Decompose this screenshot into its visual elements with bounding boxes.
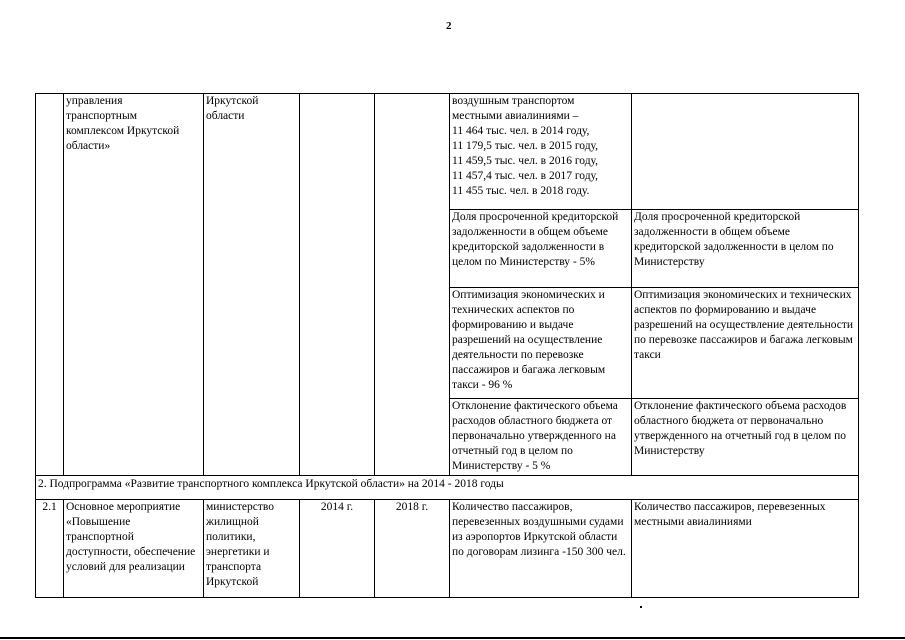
- cell-num: [36, 94, 64, 476]
- table-row: [36, 94, 859, 210]
- cell-executor: министерство жилищной политики, энергетики и транспорта Иркутской: [204, 500, 300, 598]
- cell-start-year: 2014 г.: [300, 500, 375, 598]
- cell-event-name: Основное мероприятие «Повышение транспортной доступности, обеспечение условий для реализации: [64, 500, 204, 598]
- cell-result: Отклонение фактического объема расходов областного бюджета от первоначально утвержденного на отчетный год в целом по Министерству - 5 %: [450, 399, 632, 476]
- subprogram-title: 2. Подпрограмма «Развитие транспортного комплекса Иркутской области» на 2014 - 2018 годы: [36, 476, 859, 500]
- cell-indicator: Доля просроченной кредиторской задолженности в общем объеме кредиторской задолженности в целом по Министерству: [632, 210, 859, 288]
- cell-executor: Иркутской области: [204, 94, 300, 476]
- table-row: [36, 500, 859, 598]
- page-edge-line: [0, 637, 905, 639]
- cell-result: Количество пассажиров, перевезенных воздушными судами из аэропортов Иркутской области по договорам лизинга -150 300 чел.: [450, 500, 632, 598]
- cell-end-year: 2018 г.: [375, 500, 450, 598]
- scan-speck: [640, 606, 642, 608]
- cell-indicator: Отклонение фактического объема расходов областного бюджета от первоначально утвержденного на отчетный год в целом по Министерству: [632, 399, 859, 476]
- cell-num: 2.1: [36, 500, 64, 598]
- cell-result: Оптимизация экономических и технических аспектов по формированию и выдаче разрешений на осуществление деятельности по перевозке пассажиров и багажа легковым такси - 96 %: [450, 288, 632, 399]
- program-table: [35, 93, 859, 598]
- subprogram-row: [36, 476, 859, 500]
- cell-indicator: [632, 94, 859, 210]
- cell-result: воздушным транспортом местными авиалиниями – 11 464 тыс. чел. в 2014 году, 11 179,5 тыс. чел. в 2015 году, 11 459,5 тыс. чел. в 2016 году, 11 457,4 тыс. чел. в 2017 году, 11 455 тыс. чел. в 2018 году.: [450, 94, 632, 210]
- cell-indicator: Оптимизация экономических и технических аспектов по формированию и выдаче разрешений на осуществление деятельности по перевозке пассажиров и багажа легковым такси: [632, 288, 859, 399]
- cell-start-year: [300, 94, 375, 476]
- page-number: 2: [446, 20, 452, 32]
- cell-event-name: управления транспортным комплексом Иркутской области»: [64, 94, 204, 476]
- cell-indicator: Количество пассажиров, перевезенных местными авиалиниями: [632, 500, 859, 598]
- cell-end-year: [375, 94, 450, 476]
- cell-result: Доля просроченной кредиторской задолженности в общем объеме кредиторской задолженности в целом по Министерству - 5%: [450, 210, 632, 288]
